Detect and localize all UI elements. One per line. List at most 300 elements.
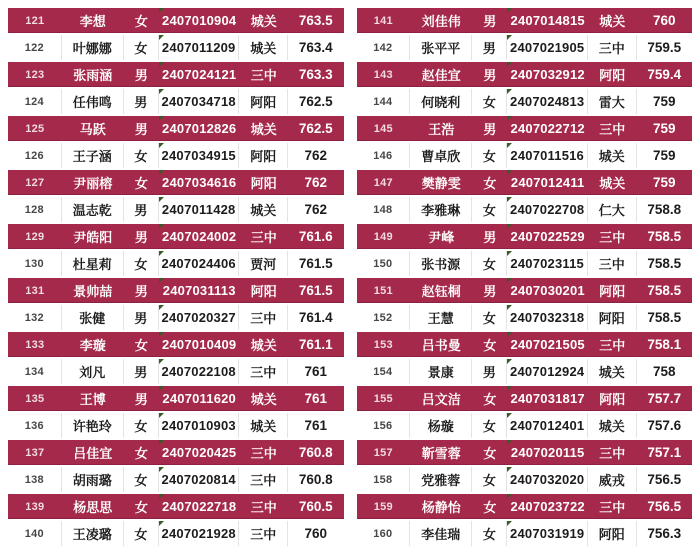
cell-rank: 124 [8, 89, 62, 114]
cell-student-name: 李雅琳 [410, 197, 472, 222]
cell-corner-flag-icon [507, 386, 512, 391]
cell-student-name: 吕文洁 [410, 386, 472, 411]
cell-student-name: 王慧 [410, 305, 472, 330]
cell-school: 三中 [588, 224, 637, 249]
exam-id-text: 2407011620 [162, 391, 236, 406]
cell-rank: 159 [357, 494, 411, 519]
cell-student-name: 吕书曼 [410, 332, 472, 357]
table-row [8, 440, 344, 465]
cell-rank: 123 [8, 62, 62, 87]
cell-corner-flag-icon [507, 521, 512, 526]
cell-student-name: 曹卓欣 [410, 143, 472, 168]
cell-rank: 137 [8, 440, 62, 465]
cell-school: 威戎 [588, 467, 637, 492]
cell-gender: 男 [124, 305, 159, 330]
table-row [357, 467, 693, 492]
table-row [357, 89, 693, 114]
exam-id-text: 2407020327 [161, 310, 236, 325]
cell-school: 城关 [239, 8, 288, 33]
cell-corner-flag-icon [507, 197, 512, 202]
cell-exam-id [159, 386, 240, 411]
cell-student-name: 张健 [62, 305, 124, 330]
cell-school: 贾河 [239, 251, 288, 276]
cell-rank: 134 [8, 359, 62, 384]
cell-student-name: 景康 [410, 359, 472, 384]
cell-student-name: 王子涵 [62, 143, 124, 168]
table-row [357, 386, 693, 411]
table-row [357, 359, 693, 384]
cell-rank: 146 [357, 143, 411, 168]
cell-exam-id [159, 278, 240, 303]
table-row [357, 170, 693, 195]
cell-corner-flag-icon [507, 251, 512, 256]
table-row [357, 116, 693, 141]
cell-corner-flag-icon [507, 62, 512, 67]
cell-rank: 160 [357, 521, 411, 546]
cell-student-name: 赵佳宜 [410, 62, 472, 87]
cell-school: 三中 [239, 62, 288, 87]
cell-corner-flag-icon [159, 143, 164, 148]
table-row [357, 305, 693, 330]
table-row [8, 386, 344, 411]
cell-student-name: 尹皓阳 [62, 224, 124, 249]
cell-school: 仁大 [588, 197, 637, 222]
cell-corner-flag-icon [159, 170, 164, 175]
cell-corner-flag-icon [159, 521, 164, 526]
cell-score: 758.5 [637, 224, 692, 249]
cell-corner-flag-icon [159, 494, 164, 499]
cell-school: 阿阳 [239, 278, 288, 303]
score-table-left [8, 6, 344, 548]
cell-school: 城关 [588, 8, 637, 33]
cell-exam-id [159, 440, 240, 465]
table-row [8, 170, 344, 195]
cell-rank: 148 [357, 197, 411, 222]
cell-student-name: 刘佳伟 [410, 8, 472, 33]
cell-exam-id [159, 521, 240, 546]
cell-rank: 143 [357, 62, 411, 87]
cell-rank: 136 [8, 413, 62, 438]
cell-student-name: 王浩 [410, 116, 472, 141]
cell-exam-id [507, 251, 588, 276]
cell-rank: 144 [357, 89, 411, 114]
cell-score: 758 [637, 359, 692, 384]
exam-id-text: 2407031817 [510, 391, 585, 406]
cell-exam-id [507, 386, 588, 411]
cell-exam-id [507, 224, 588, 249]
cell-school: 三中 [239, 440, 288, 465]
cell-exam-id [507, 305, 588, 330]
exam-id-text: 2407010409 [162, 337, 237, 352]
table-row [8, 89, 344, 114]
cell-score: 760 [288, 521, 343, 546]
cell-student-name: 胡雨璐 [62, 467, 124, 492]
cell-school: 城关 [588, 143, 637, 168]
cell-gender: 女 [472, 386, 507, 411]
cell-exam-id [507, 521, 588, 546]
cell-school: 城关 [239, 413, 288, 438]
cell-student-name: 王博 [62, 386, 124, 411]
cell-score: 762.5 [288, 116, 343, 141]
score-table-right [357, 6, 693, 548]
cell-student-name: 尹峰 [410, 224, 472, 249]
table-row [357, 278, 693, 303]
cell-exam-id [159, 359, 240, 384]
cell-rank: 135 [8, 386, 62, 411]
cell-school: 三中 [239, 305, 288, 330]
table-row [8, 197, 344, 222]
cell-score: 757.1 [637, 440, 692, 465]
cell-exam-id [507, 494, 588, 519]
cell-student-name: 景帅喆 [62, 278, 124, 303]
cell-corner-flag-icon [507, 116, 512, 121]
cell-corner-flag-icon [159, 35, 164, 40]
table-row [357, 62, 693, 87]
exam-id-text: 2407034915 [161, 148, 236, 163]
cell-score: 761.4 [288, 305, 343, 330]
cell-score: 756.3 [637, 521, 692, 546]
cell-score: 757.6 [637, 413, 692, 438]
cell-rank: 158 [357, 467, 411, 492]
exam-id-text: 2407011209 [161, 40, 236, 55]
cell-exam-id [159, 305, 240, 330]
cell-rank: 142 [357, 35, 411, 60]
cell-score: 760.8 [288, 467, 343, 492]
cell-rank: 130 [8, 251, 62, 276]
cell-student-name: 张雨涵 [62, 62, 124, 87]
cell-student-name: 吕佳宜 [62, 440, 124, 465]
exam-id-text: 2407022712 [510, 121, 585, 136]
cell-student-name: 党雅蓉 [410, 467, 472, 492]
cell-gender: 女 [472, 467, 507, 492]
cell-corner-flag-icon [159, 386, 164, 391]
cell-score: 759 [637, 143, 692, 168]
exam-id-text: 2407030201 [510, 283, 585, 298]
cell-corner-flag-icon [159, 89, 164, 94]
cell-exam-id [507, 62, 588, 87]
exam-id-text: 2407021505 [510, 337, 585, 352]
cell-exam-id [507, 467, 588, 492]
cell-corner-flag-icon [507, 467, 512, 472]
cell-school: 城关 [239, 197, 288, 222]
cell-score: 757.7 [637, 386, 692, 411]
cell-student-name: 樊静雯 [410, 170, 472, 195]
cell-gender: 女 [472, 89, 507, 114]
cell-corner-flag-icon [507, 305, 512, 310]
cell-gender: 女 [472, 197, 507, 222]
cell-student-name: 靳雪蓉 [410, 440, 472, 465]
cell-school: 阿阳 [588, 305, 637, 330]
cell-corner-flag-icon [507, 494, 512, 499]
exam-id-text: 2407024406 [161, 256, 236, 271]
cell-gender: 女 [124, 440, 159, 465]
cell-rank: 154 [357, 359, 411, 384]
cell-corner-flag-icon [159, 413, 164, 418]
exam-id-text: 2407032318 [510, 310, 585, 325]
cell-score: 756.5 [637, 467, 692, 492]
cell-score: 758.5 [637, 305, 692, 330]
cell-corner-flag-icon [159, 62, 164, 67]
table-row [8, 62, 344, 87]
cell-gender: 女 [472, 170, 507, 195]
cell-exam-id [159, 116, 240, 141]
cell-exam-id [507, 170, 588, 195]
exam-id-text: 2407022708 [510, 202, 585, 217]
exam-id-text: 2407022529 [510, 229, 585, 244]
cell-score: 759.4 [637, 62, 692, 87]
cell-gender: 男 [472, 278, 507, 303]
table-row [8, 413, 344, 438]
cell-exam-id [159, 467, 240, 492]
cell-gender: 男 [472, 116, 507, 141]
cell-score: 759 [637, 89, 692, 114]
table-row [8, 116, 344, 141]
cell-rank: 121 [8, 8, 62, 33]
cell-exam-id [159, 143, 240, 168]
cell-school: 阿阳 [588, 521, 637, 546]
cell-rank: 152 [357, 305, 411, 330]
cell-exam-id [159, 62, 240, 87]
cell-rank: 147 [357, 170, 411, 195]
exam-id-text: 2407034616 [162, 175, 237, 190]
cell-exam-id [159, 332, 240, 357]
cell-school: 三中 [588, 116, 637, 141]
cell-student-name: 温志乾 [62, 197, 124, 222]
cell-gender: 女 [124, 521, 159, 546]
cell-score: 759 [637, 116, 692, 141]
cell-exam-id [507, 278, 588, 303]
cell-school: 阿阳 [588, 386, 637, 411]
cell-student-name: 刘凡 [62, 359, 124, 384]
cell-rank: 155 [357, 386, 411, 411]
table-row [357, 35, 693, 60]
exam-id-text: 2407032020 [510, 472, 585, 487]
cell-gender: 女 [472, 494, 507, 519]
cell-student-name: 李佳瑞 [410, 521, 472, 546]
cell-corner-flag-icon [159, 359, 164, 364]
cell-exam-id [507, 8, 588, 33]
cell-school: 三中 [239, 467, 288, 492]
cell-exam-id [507, 413, 588, 438]
cell-rank: 138 [8, 467, 62, 492]
cell-score: 761.5 [288, 251, 343, 276]
exam-id-text: 2407010903 [161, 418, 236, 433]
cell-rank: 133 [8, 332, 62, 357]
cell-corner-flag-icon [159, 305, 164, 310]
cell-corner-flag-icon [159, 197, 164, 202]
cell-corner-flag-icon [159, 116, 164, 121]
cell-score: 756.5 [637, 494, 692, 519]
cell-school: 城关 [588, 413, 637, 438]
cell-gender: 男 [124, 386, 159, 411]
cell-corner-flag-icon [159, 332, 164, 337]
cell-rank: 149 [357, 224, 411, 249]
cell-exam-id [507, 143, 588, 168]
cell-score: 758.8 [637, 197, 692, 222]
cell-gender: 男 [472, 359, 507, 384]
cell-gender: 男 [124, 197, 159, 222]
exam-id-text: 2407032912 [510, 67, 585, 82]
cell-exam-id [507, 197, 588, 222]
cell-gender: 女 [472, 521, 507, 546]
cell-exam-id [159, 224, 240, 249]
cell-gender: 男 [472, 35, 507, 60]
table-row [8, 35, 344, 60]
cell-student-name: 杨静怡 [410, 494, 472, 519]
cell-student-name: 王凌璐 [62, 521, 124, 546]
exam-id-text: 2407024121 [162, 67, 237, 82]
cell-student-name: 尹丽榕 [62, 170, 124, 195]
table-row [357, 494, 693, 519]
cell-exam-id [507, 35, 588, 60]
cell-score: 763.3 [288, 62, 343, 87]
exam-id-text: 2407020425 [162, 445, 237, 460]
exam-id-text: 2407011428 [161, 202, 236, 217]
exam-id-text: 2407022718 [162, 499, 237, 514]
cell-gender: 女 [124, 8, 159, 33]
cell-rank: 151 [357, 278, 411, 303]
cell-rank: 131 [8, 278, 62, 303]
cell-corner-flag-icon [507, 35, 512, 40]
cell-student-name: 叶娜娜 [62, 35, 124, 60]
exam-id-text: 2407020814 [161, 472, 236, 487]
table-row [8, 332, 344, 357]
cell-corner-flag-icon [507, 89, 512, 94]
table-row [357, 251, 693, 276]
exam-id-text: 2407024813 [510, 94, 585, 109]
cell-student-name: 何晓利 [410, 89, 472, 114]
cell-corner-flag-icon [507, 8, 512, 13]
cell-gender: 男 [124, 62, 159, 87]
cell-school: 城关 [588, 170, 637, 195]
table-row [357, 143, 693, 168]
exam-id-text: 2407011516 [510, 148, 584, 163]
exam-id-text: 2407021905 [510, 40, 585, 55]
exam-id-text: 2407012411 [510, 175, 585, 190]
cell-score: 760.5 [288, 494, 343, 519]
cell-gender: 女 [472, 251, 507, 276]
cell-exam-id [507, 89, 588, 114]
cell-school: 三中 [588, 440, 637, 465]
cell-school: 三中 [588, 251, 637, 276]
cell-exam-id [507, 116, 588, 141]
cell-rank: 141 [357, 8, 411, 33]
cell-gender: 女 [124, 467, 159, 492]
exam-id-text: 2407031113 [162, 283, 236, 298]
exam-id-text: 2407031919 [510, 526, 585, 541]
cell-gender: 女 [472, 413, 507, 438]
cell-score: 762 [288, 143, 343, 168]
cell-gender: 男 [472, 62, 507, 87]
table-row [8, 224, 344, 249]
cell-student-name: 杨璇 [410, 413, 472, 438]
table-row [8, 521, 344, 546]
cell-exam-id [159, 251, 240, 276]
exam-id-text: 2407020115 [510, 445, 585, 460]
cell-gender: 女 [124, 143, 159, 168]
cell-exam-id [159, 8, 240, 33]
cell-school: 三中 [239, 521, 288, 546]
cell-corner-flag-icon [507, 170, 512, 175]
cell-corner-flag-icon [159, 251, 164, 256]
cell-student-name: 杜星莉 [62, 251, 124, 276]
cell-school: 雷大 [588, 89, 637, 114]
cell-gender: 男 [124, 359, 159, 384]
cell-school: 阿阳 [239, 89, 288, 114]
exam-id-text: 2407022108 [161, 364, 236, 379]
cell-school: 阿阳 [239, 143, 288, 168]
exam-id-text: 2407024002 [162, 229, 237, 244]
exam-id-text: 2407023115 [510, 256, 584, 271]
cell-gender: 女 [472, 143, 507, 168]
cell-rank: 132 [8, 305, 62, 330]
exam-id-text: 2407010904 [162, 13, 237, 28]
cell-gender: 女 [124, 35, 159, 60]
cell-school: 城关 [588, 359, 637, 384]
cell-score: 761.1 [288, 332, 343, 357]
cell-rank: 129 [8, 224, 62, 249]
cell-score: 758.1 [637, 332, 692, 357]
cell-exam-id [159, 35, 240, 60]
cell-gender: 女 [472, 305, 507, 330]
cell-school: 阿阳 [239, 170, 288, 195]
table-row [357, 197, 693, 222]
table-row [357, 413, 693, 438]
cell-score: 760.8 [288, 440, 343, 465]
exam-id-text: 2407012826 [162, 121, 237, 136]
cell-rank: 157 [357, 440, 411, 465]
cell-exam-id [507, 332, 588, 357]
exam-id-text: 2407012401 [510, 418, 585, 433]
table-row [357, 521, 693, 546]
cell-score: 758.5 [637, 278, 692, 303]
cell-rank: 156 [357, 413, 411, 438]
cell-corner-flag-icon [159, 440, 164, 445]
cell-gender: 女 [124, 332, 159, 357]
cell-rank: 139 [8, 494, 62, 519]
cell-gender: 女 [472, 440, 507, 465]
table-row [8, 359, 344, 384]
cell-gender: 女 [124, 494, 159, 519]
cell-score: 762 [288, 197, 343, 222]
cell-exam-id [159, 170, 240, 195]
cell-score: 761 [288, 386, 343, 411]
cell-score: 762 [288, 170, 343, 195]
exam-id-text: 2407014815 [510, 13, 585, 28]
cell-gender: 男 [124, 89, 159, 114]
cell-score: 761 [288, 413, 343, 438]
cell-corner-flag-icon [507, 359, 512, 364]
cell-gender: 女 [472, 332, 507, 357]
table-row [8, 278, 344, 303]
cell-student-name: 杨思思 [62, 494, 124, 519]
cell-gender: 女 [124, 251, 159, 276]
cell-school: 城关 [239, 386, 288, 411]
cell-gender: 男 [124, 116, 159, 141]
cell-student-name: 张书源 [410, 251, 472, 276]
table-row [8, 8, 344, 33]
cell-score: 762.5 [288, 89, 343, 114]
cell-gender: 男 [124, 278, 159, 303]
cell-student-name: 李想 [62, 8, 124, 33]
table-row [357, 8, 693, 33]
exam-id-text: 2407012924 [510, 364, 585, 379]
cell-exam-id [507, 440, 588, 465]
table-row [357, 440, 693, 465]
cell-score: 761 [288, 359, 343, 384]
table-row [8, 494, 344, 519]
cell-school: 三中 [239, 224, 288, 249]
